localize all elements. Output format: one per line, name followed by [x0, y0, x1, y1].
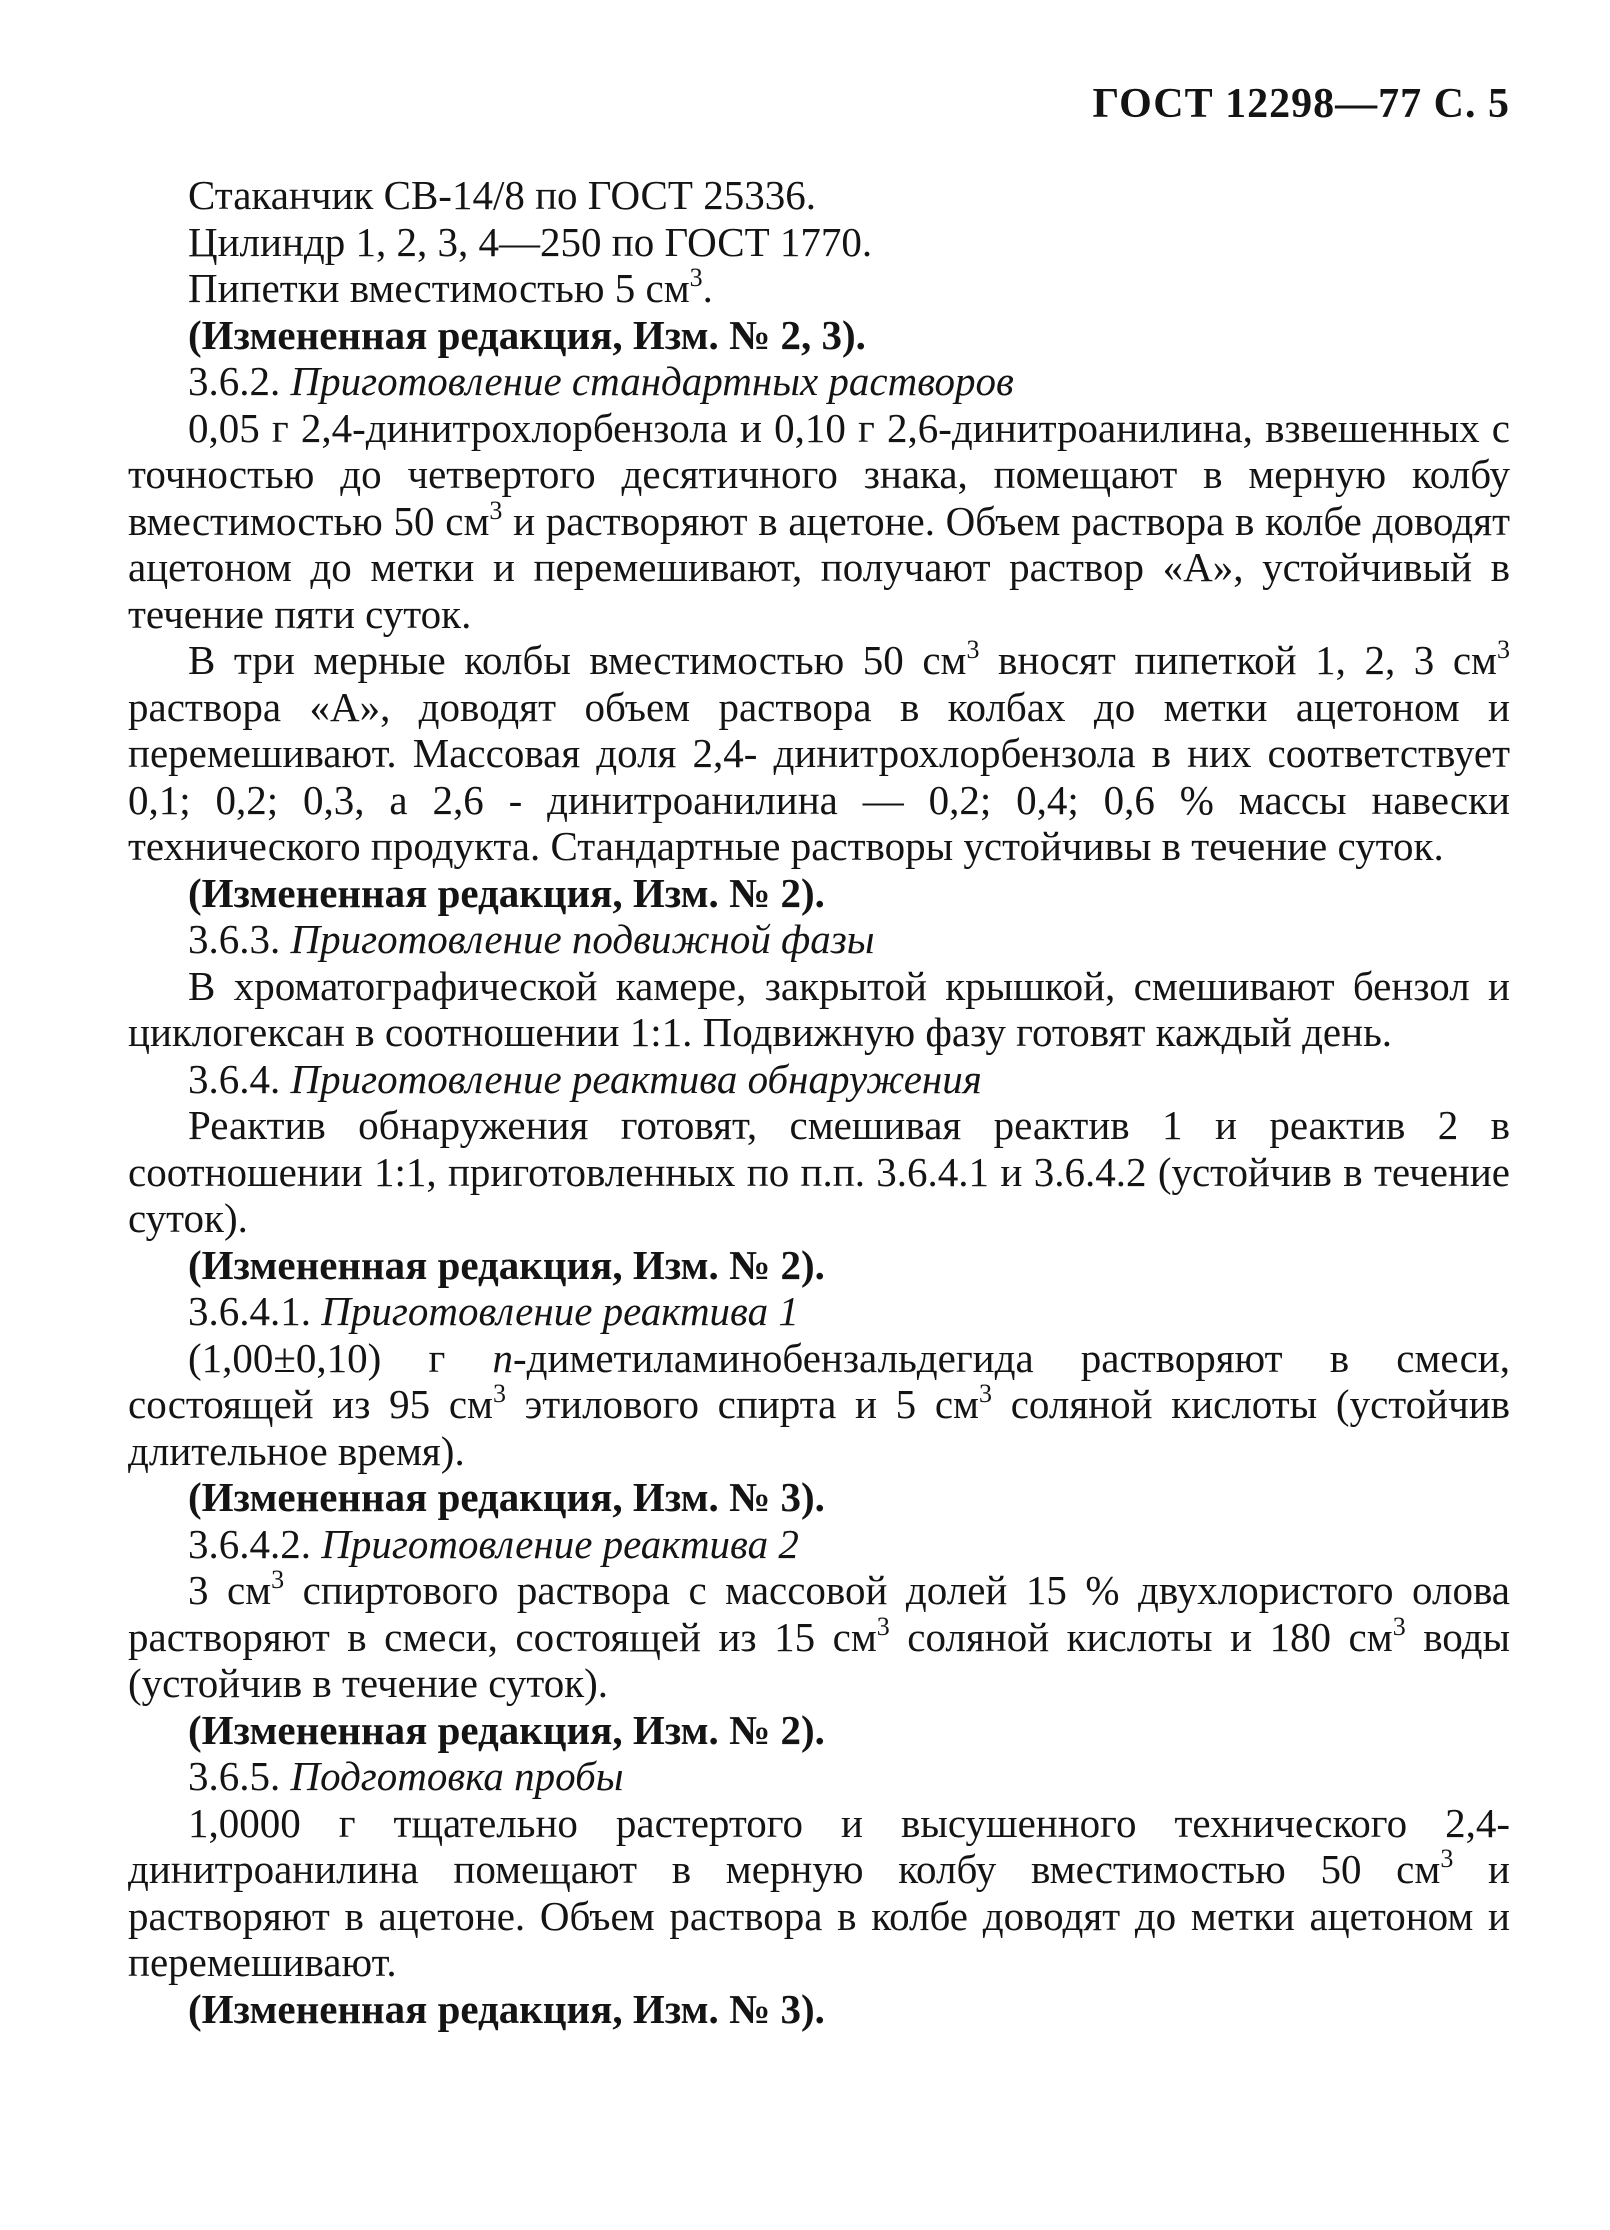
superscript: 3 [492, 1379, 506, 1408]
page-header: ГОСТ 12298—77 С. 5 [1092, 81, 1510, 127]
section-heading-3-6-4-2 [128, 1521, 1510, 1568]
text-span: 0,05 г 2,4-динитрохлорбензола и 0,10 г 2,6-динитроанилина, взвешенных с точностью до четвертого десятичного знака, помещают в мерную колбу вместимостью 50 см [128, 404, 1510, 544]
text-span: вносят пипеткой 1, 2, 3 см [979, 637, 1497, 683]
section-heading-3-6-4 [128, 1056, 1510, 1103]
equipment-line-pipettes [128, 265, 1510, 312]
paragraph [128, 1335, 1510, 1475]
superscript: 3 [489, 495, 503, 525]
superscript: 3 [876, 1611, 890, 1641]
text-span: соляной кислоты и 180 см [889, 1613, 1393, 1660]
superscript: 3 [689, 263, 703, 292]
paragraph: В хроматографической камере, закрытой крышкой, смешивают бензол и циклогексан в соотношении 1:1. Подвижную фазу готовят каждый день. [128, 962, 1510, 1055]
amendment-note: (Измененная редакция, Изм. № 2). [188, 869, 825, 916]
superscript: 3 [1440, 1844, 1454, 1873]
superscript: 3 [1497, 635, 1510, 664]
amendment-note: (Измененная редакция, Изм. № 2). [188, 1241, 825, 1288]
document-body [128, 172, 1510, 2032]
section-number: 3.6.3. [188, 916, 281, 962]
section-title: Приготовление реактива обнаружения [290, 1055, 982, 1102]
text-span: Пипетки вместимостью 5 см [188, 265, 690, 311]
amendment-note: (Измененная редакция, Изм. № 2). [188, 1706, 825, 1753]
paragraph [128, 637, 1510, 870]
amendment-note: (Измененная редакция, Изм. № 2, 3). [188, 311, 866, 358]
text-span: и растворяют в ацетоне. Объем раствора в колбе доводят ацетоном до метки и перемешивают, получают раствор «А», устойчивый в течение пяти суток. [128, 497, 1510, 637]
section-number: 3.6.4.2. [188, 1520, 311, 1567]
section-title: Приготовление подвижной фазы [290, 916, 875, 962]
text-span: В три мерные колбы вместимостью 50 см [188, 637, 967, 683]
superscript: 3 [271, 1565, 285, 1594]
text-span: воды (устойчив в течение суток). [128, 1613, 1510, 1706]
superscript: 3 [979, 1379, 993, 1408]
paragraph: Реактив обнаружения готовят, смешивая реактив 1 и реактив 2 в соотношении 1:1, приготовленных по п.п. 3.6.4.1 и 3.6.4.2 (устойчив в течение суток). [128, 1102, 1510, 1241]
section-title: Приготовление реактива 1 [321, 1288, 799, 1334]
section-number: 3.6.4.1. [188, 1288, 311, 1334]
equipment-line-cylinder: Цилиндр 1, 2, 3, 4—250 по ГОСТ 1770. [188, 218, 873, 265]
paragraph [128, 1567, 1510, 1707]
section-number: 3.6.4. [188, 1055, 281, 1102]
text-span: (1,00±0,10) г [188, 1334, 493, 1381]
equipment-line-beaker: Стаканчик СВ-14/8 по ГОСТ 25336. [188, 172, 816, 218]
text-span: спиртового раствора с массовой долей 15 % двухлористого олова растворяют в смеси, состоящей из 15 см [128, 1567, 1510, 1660]
amendment-note: (Измененная редакция, Изм. № 3). [188, 1474, 825, 1520]
section-heading-3-6-3 [128, 916, 1510, 963]
amendment-note: (Измененная редакция, Изм. № 3). [188, 1985, 825, 2032]
text-span: и растворяют в ацетоне. Объем раствора в колбе доводят до метки ацетоном и перемешивают. [128, 1846, 1510, 1985]
text-span: -диметиламинобензальдегида растворяют в смеси, состоящей из 95 см [128, 1334, 1510, 1427]
text-span: 1,0000 г тщательно растертого и высушенного технического 2,4-динитроанилина помещают в мерную колбу вместимостью 50 см [128, 1799, 1510, 1892]
section-heading-3-6-2 [128, 358, 1510, 405]
section-title: Приготовление стандартных растворов [290, 358, 1014, 404]
section-number: 3.6.2. [188, 358, 281, 404]
superscript: 3 [1392, 1611, 1406, 1641]
section-title: Подготовка пробы [290, 1753, 624, 1799]
section-title: Приготовление реактива 2 [321, 1520, 799, 1567]
text-span: раствора «А», доводят объем раствора в колбах до метки ацетоном и перемешивают. Массовая доля 2,4- динитрохлорбензола в них соответствует 0,1; 0,2; 0,3, а 2,6 - динитроанилина — 0,2; 0,4; 0,6 % массы навески технического продукта. Стандартные растворы устойчивы в течение суток. [128, 683, 1510, 869]
text-span: 3 см [188, 1567, 272, 1613]
section-number: 3.6.5. [188, 1753, 281, 1799]
italic-variable: n [492, 1334, 513, 1381]
text-span: этилового спирта и 5 см [505, 1381, 980, 1427]
paragraph [128, 1800, 1510, 1986]
paragraph [128, 405, 1510, 638]
section-heading-3-6-5 [128, 1753, 1510, 1800]
section-heading-3-6-4-1 [128, 1288, 1510, 1335]
text-span: соляной кислоты (устойчив длительное время). [128, 1381, 1511, 1474]
text-span: . [702, 265, 713, 311]
superscript: 3 [966, 635, 980, 664]
